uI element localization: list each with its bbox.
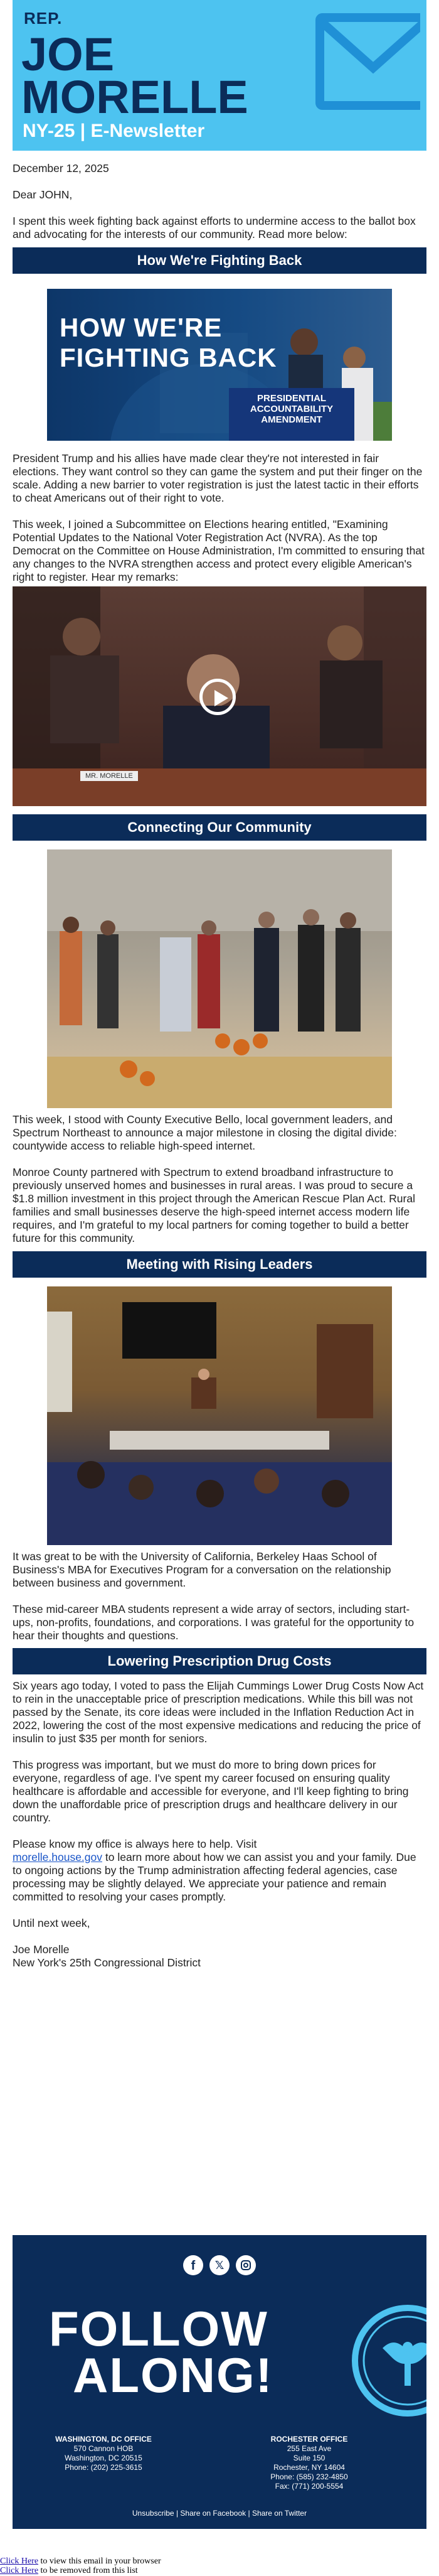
dc-office-line1: 570 Cannon HOB [73, 2444, 134, 2453]
facebook-icon[interactable]: f [183, 2255, 203, 2275]
roch-office-line2: Suite 150 [293, 2454, 325, 2462]
envelope-icon [314, 10, 420, 110]
fighting-paragraph-2: This week, I joined a Subcommittee on Elections hearing entitled, "Examining Potential Updates to the National Voter Registration Act (NVRA). As the top Democrat on the Committee on House Administration, I'm committed to ensuring that any changes to the NVRA strengthen access and protect every eligible American's right to register. Hear my remarks: [13, 518, 425, 583]
roch-office-line3: Rochester, NY 14604 [273, 2463, 345, 2472]
section-heading-drug-costs: Lowering Prescription Drug Costs [13, 1648, 426, 1674]
twitter-icon[interactable]: 𝕏 [209, 2255, 230, 2275]
eagle-seal-icon [351, 2304, 426, 2417]
fighting-back-image [47, 289, 392, 441]
dc-office-phone: Phone: (202) 225-3615 [65, 2463, 142, 2472]
remove-list-text: to be removed from this list [38, 2566, 138, 2575]
dc-office-title: WASHINGTON, DC OFFICE [55, 2435, 152, 2444]
community-paragraph-2: Monroe County partnered with Spectrum to extend broadband infrastructure to previously unserved homes and businesses in rural areas. I was proud to secure a $1.8 million investment in this project through the American Rescue Plan Act. Rural families and small businesses deserve the high-speed internet access modern life requires, and I'm grateful to my local partners for coming together to build a better future for this community. [13, 1166, 415, 1244]
leaders-paragraph-2: These mid-career MBA students represent a wide array of sectors, including start-ups, non-profits, foundations, and corporations. I was grateful for the opportunity to hear their thoughts and questions. [13, 1603, 415, 1642]
image-headline-1: HOW WE'RE [60, 313, 223, 342]
view-in-browser [0, 2557, 161, 2567]
sign-line-1: PRESIDENTIAL [257, 393, 326, 404]
sign-line-3: AMENDMENT [261, 414, 322, 425]
section-heading-community: Connecting Our Community [13, 814, 426, 841]
social-icons [183, 2255, 258, 2277]
closing-text-pre: Please know my office is always here to help. Visit [13, 1838, 257, 1850]
intro-text: I spent this week fighting back against efforts to undermine access to the ballot box and advocating for the interests of our community. Read more below: [13, 215, 416, 240]
share-facebook-link[interactable]: Share on Facebook [180, 2509, 246, 2518]
nameplate: MR. MORELLE [80, 771, 138, 781]
remove-list-link[interactable]: Click Here [0, 2566, 39, 2575]
share-twitter-link[interactable]: Share on Twitter [251, 2509, 307, 2518]
community-paragraph-1: This week, I stood with County Executive Bello, local government leaders, and Spectrum Northeast to announce a major milestone in closing the digital divide: countywide access to reliable high-speed internet. [13, 1113, 397, 1152]
view-browser-text: to view this email in your browser [38, 2557, 161, 2566]
community-event-photo [47, 849, 392, 1108]
follow-line-2: ALONG! [73, 2347, 273, 2403]
rep-label: REP. [24, 9, 63, 28]
unsubscribe-link[interactable]: Unsubscribe [132, 2509, 174, 2518]
dc-office [50, 2435, 157, 2472]
fighting-paragraph-1: President Trump and his allies have made clear they're not interested in fair elections. They want control so they can game the system and put their finger on the scale. Adding a new barrier to voter registration is just the latest tactic in their efforts to cheat Americans out of their right to vote. [13, 452, 423, 504]
newsletter-footer [13, 2235, 426, 2529]
remarks-video[interactable] [13, 586, 426, 806]
image-headline-2: FIGHTING BACK [60, 343, 277, 372]
closing-text-post: to learn more about how we can assist you and your family. Due to ongoing actions by the Trump administration affecting federal agencies, case processing may be slightly delayed. We appreciate your patience and remain committed to resolving your cases promptly. [13, 1851, 416, 1903]
greeting: Dear JOHN, [13, 188, 73, 201]
district-label: NY-25 | E-Newsletter [23, 121, 205, 141]
rochester-office [256, 2435, 362, 2491]
leaders-paragraph-1: It was great to be with the University of California, Berkeley Haas School of Business's MBA for Executives Program for a conversation on the relationship between business and government. [13, 1550, 391, 1589]
amendment-sign [229, 388, 354, 441]
roch-office-line1: 255 East Ave [287, 2444, 332, 2453]
name-last: MORELLE [21, 71, 248, 123]
name-first: JOE [21, 28, 115, 80]
roch-office-fax: Fax: (771) 200-5554 [275, 2482, 344, 2491]
drugs-paragraph-2: This progress was important, but we must do more to bring down prices for everyone, regardless of age. I've spent my career focused on ensuring quality healthcare is affordable and accessible for everyone, and I'll keep fighting to bring down the unaffordable price of prescription drugs and healthcare delivery in our country. [13, 1759, 409, 1824]
drugs-paragraph-1: Six years ago today, I voted to pass the Elijah Cummings Lower Drug Costs Now Act to rein in the unacceptable price of prescription medications. While this bill was not passed by the Senate, its core ideas were included in the Inflation Reduction Act in 2022, lowering the cost of the most expensive medications and reducing the price of insulin to just $35 per month for seniors. [13, 1679, 424, 1745]
sign-line-2: ACCOUNTABILITY [250, 404, 334, 414]
instagram-icon[interactable] [236, 2255, 256, 2275]
section-heading-leaders: Meeting with Rising Leaders [13, 1251, 426, 1278]
view-browser-link[interactable]: Click Here [0, 2557, 39, 2566]
signature-title: New York's 25th Congressional District [13, 1956, 201, 1969]
newsletter-header [13, 0, 426, 151]
closing-paragraph [13, 1838, 426, 1904]
play-icon[interactable] [199, 679, 236, 715]
date: December 12, 2025 [13, 162, 109, 175]
signoff: Until next week, [13, 1917, 90, 1929]
roch-office-phone: Phone: (585) 232-4850 [270, 2472, 348, 2481]
roch-office-title: ROCHESTER OFFICE [270, 2435, 348, 2444]
section-heading-fighting-back: How We're Fighting Back [13, 247, 426, 274]
remove-from-list [0, 2566, 138, 2576]
website-link[interactable]: morelle.house.gov [13, 1851, 102, 1863]
footer-links: Unsubscribe | Share on Facebook | Share on Twitter [132, 2509, 307, 2518]
newsletter [13, 0, 426, 1970]
follow-line-1: FOLLOW [49, 2301, 268, 2356]
dc-office-line2: Washington, DC 20515 [65, 2454, 142, 2462]
signature-name: Joe Morelle [13, 1943, 70, 1956]
leaders-meeting-photo [47, 1286, 392, 1545]
